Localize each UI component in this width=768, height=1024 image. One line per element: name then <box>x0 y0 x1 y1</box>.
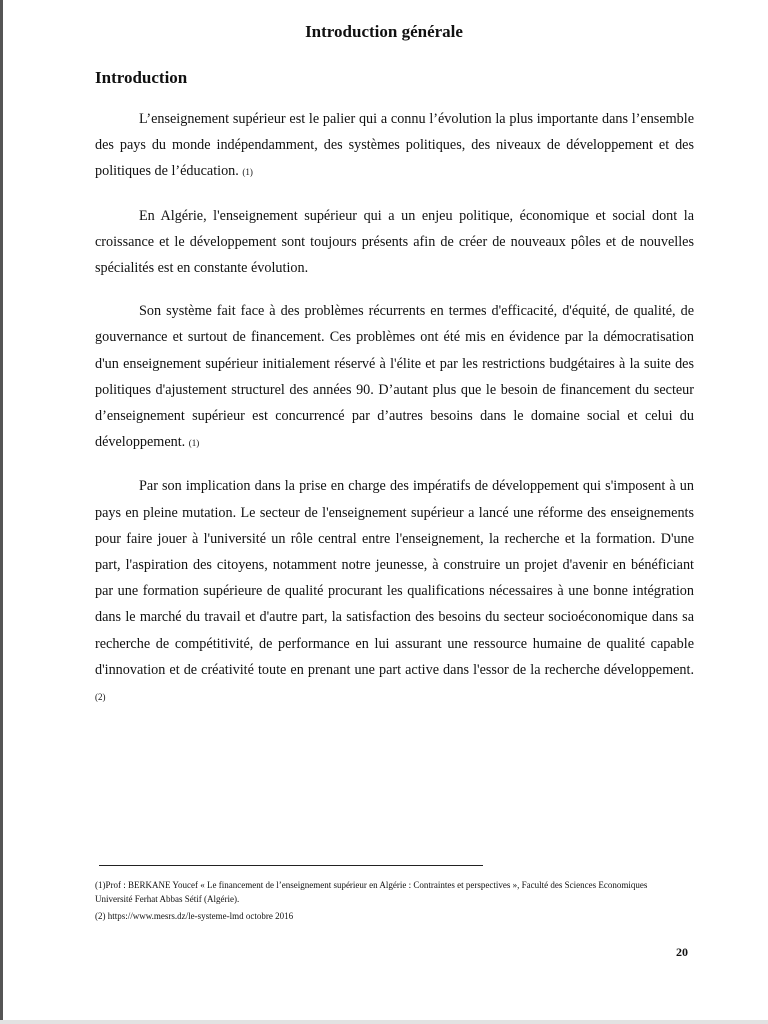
footnote-2: (2) https://www.mesrs.dz/le-systeme-lmd octobre 2016 <box>95 911 294 921</box>
paragraph-4 <box>95 473 694 710</box>
paragraph-text: Par son implication dans la prise en charge des impératifs de développement qui s'imposent à un pays en pleine mutation. Le secteur de l'enseignement supérieur a lancé une réforme des enseignements pour faire jouer à l'université un rôle central entre l'enseignement, la recherche et la formation. D'une part, l'aspiration des citoyens, notamment notre jeunesse, à construire un projet d'avenir en bénéficiant par une formation supérieure de qualité procurant les qualifications nécessaires à une bonne intégration dans le marché du travail et d'autre part, la satisfaction des besoins du secteur socioéconomique dans sa recherche de compétitivité, de performance en lui assurant une ressource humaine de qualité capable d'innovation et de créativité toute en prenant une part active dans l'essor de la recherche développement. <box>95 478 694 678</box>
paragraph-1 <box>95 106 694 186</box>
page-number: 20 <box>676 945 688 959</box>
paragraph-text: L’enseignement supérieur est le palier qui a connu l’évolution la plus importante dans l’ensemble des pays du monde indépendamment, des systèmes politiques, des niveaux de développement et des politiques de l’éducation. <box>95 111 694 180</box>
paragraph-text: En Algérie, l'enseignement supérieur qui a un enjeu politique, économique et social dont la croissance et le développement sont toujours présents afin de créer de nouveaux pôles et de nouvelles spécialités est en constante évolution. <box>95 207 694 277</box>
page-bottom-edge <box>0 1020 768 1024</box>
paragraph-2 <box>95 203 694 282</box>
footnote-reference: (1) <box>242 167 253 178</box>
footnotes <box>95 878 685 926</box>
page-left-edge <box>0 0 3 1024</box>
paragraph-text: Son système fait face à des problèmes récurrents en termes d'efficacité, d'équité, de qualité, de gouvernance et surtout de financement. Ces problèmes ont été mis en évidence par la démocratisation d'un enseignement supérieur initialement réservé à l'élite et par les restrictions budgétaires à la suite des politiques d'ajustement structurel des années 90. D’autant plus que le besoin de financement du secteur d’enseignement supérieur est concurrencé par d’autres besoins dans le domaine social et celui du développement. <box>95 303 694 451</box>
footnote-1: (1)Prof : BERKANE Youcef « Le financement de l’enseignement supérieur en Algérie : Contraintes et perspectives », Faculté des Sciences Economiques Université Ferhat Abbas Sétif (Algérie). <box>95 880 648 904</box>
footnote-reference: (2) <box>95 692 106 703</box>
footnote-separator <box>99 865 483 866</box>
footnote-reference: (1) <box>188 438 200 449</box>
document-title: Introduction générale <box>305 22 463 41</box>
section-heading: Introduction <box>95 68 188 87</box>
paragraph-3 <box>95 298 694 456</box>
body-text <box>95 106 694 727</box>
